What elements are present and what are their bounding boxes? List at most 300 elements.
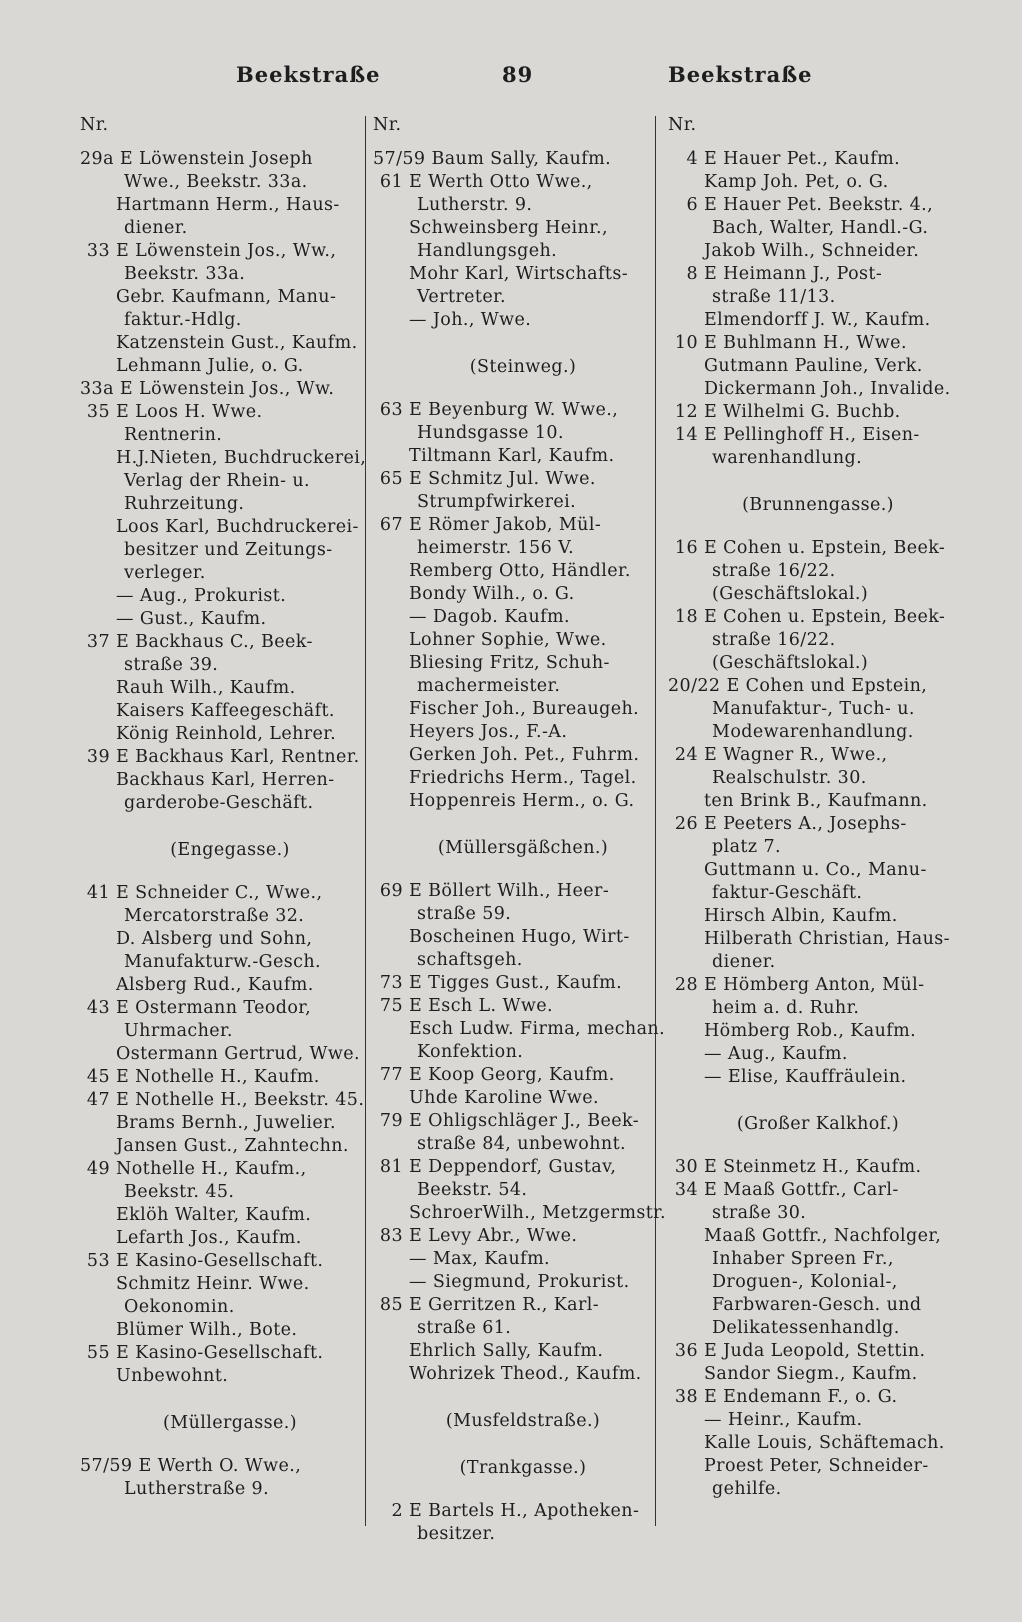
entry-text: straße 59. xyxy=(417,904,512,924)
house-entry xyxy=(80,1455,380,1478)
entry-text: — Elise, Kauffräulein. xyxy=(704,1067,907,1087)
resident-entry xyxy=(373,1202,673,1225)
resident-entry xyxy=(80,516,380,539)
house-entry xyxy=(668,974,968,997)
entry-text: E Ohligschläger J., Beek- xyxy=(409,1111,640,1131)
resident-entry xyxy=(80,1273,380,1296)
entry-continuation xyxy=(373,1523,673,1546)
house-number: 33a xyxy=(80,379,114,399)
house-entry xyxy=(80,401,380,424)
street-section-heading: (Großer Kalkhof.) xyxy=(736,1114,900,1134)
entry-continuation xyxy=(373,286,673,309)
resident-entry xyxy=(373,217,673,240)
house-entry xyxy=(373,1110,673,1133)
house-entry xyxy=(668,537,968,560)
house-entry xyxy=(373,468,673,491)
resident-entry xyxy=(373,652,673,675)
entry-text: Boscheinen Hugo, Wirt- xyxy=(409,927,630,947)
entry-text: Esch Ludw. Firma, mechan. xyxy=(409,1019,666,1039)
entry-text: Delikatessenhandlg. xyxy=(712,1318,900,1338)
entry-text: E Römer Jakob, Mül- xyxy=(409,515,602,535)
resident-entry xyxy=(80,585,380,608)
entry-text: Modewarenhandlung. xyxy=(712,722,914,742)
house-entry xyxy=(373,880,673,903)
entry-text: straße 16/22. xyxy=(712,561,836,581)
entry-text: besitzer. xyxy=(417,1524,496,1544)
house-number: 69 xyxy=(379,881,403,901)
entry-text: E Hauer Pet., Kaufm. xyxy=(704,149,901,169)
resident-entry xyxy=(80,332,380,355)
entry-text: E Cohen u. Epstein, Beek- xyxy=(704,538,946,558)
entry-text: E Esch L. Wwe. xyxy=(409,996,553,1016)
resident-entry xyxy=(668,1432,968,1455)
column-header-nr: Nr. xyxy=(668,115,697,135)
entry-continuation xyxy=(80,171,380,194)
house-number: 12 xyxy=(674,402,698,422)
entry-continuation xyxy=(668,836,968,859)
entry-text: Fischer Joh., Bureaugeh. xyxy=(409,699,640,719)
entry-text: Proest Peter, Schneider- xyxy=(704,1456,929,1476)
column-3 xyxy=(668,114,968,1501)
house-entry xyxy=(668,401,968,424)
entry-continuation xyxy=(373,537,673,560)
entry-text: Mercatorstraße 32. xyxy=(124,906,305,926)
house-number: 75 xyxy=(379,996,403,1016)
house-entry xyxy=(668,744,968,767)
entry-continuation xyxy=(668,560,968,583)
entry-text: E Beyenburg W. Wwe., xyxy=(409,400,619,420)
entry-continuation xyxy=(80,1296,380,1319)
house-entry xyxy=(80,631,380,654)
entry-text: E Nothelle H., Kaufm. xyxy=(116,1067,320,1087)
entry-text: Sandor Siegm., Kaufm. xyxy=(704,1364,918,1384)
resident-entry xyxy=(373,926,673,949)
entry-text: Uhrmacher. xyxy=(124,1021,233,1041)
entry-text: — Aug., Prokurist. xyxy=(116,586,287,606)
house-number: 24 xyxy=(674,745,698,765)
entry-continuation xyxy=(373,1317,673,1340)
entry-text: — Aug., Kaufm. xyxy=(704,1044,848,1064)
house-entry xyxy=(668,1156,968,1179)
entry-text: E Kasino-Gesellschaft. xyxy=(116,1343,324,1363)
running-head-left: Beekstraße xyxy=(236,62,381,87)
entry-text: E Schmitz Jul. Wwe. xyxy=(409,469,596,489)
entry-text: — Dagob. Kaufm. xyxy=(409,607,571,627)
entry-text: — Heinr., Kaufm. xyxy=(704,1410,863,1430)
entry-text: E Levy Abr., Wwe. xyxy=(409,1226,578,1246)
resident-entry xyxy=(668,1066,968,1089)
house-entry xyxy=(373,148,673,171)
entry-continuation xyxy=(668,721,968,744)
entry-text: faktur.-Hdlg. xyxy=(124,310,242,330)
entry-text: Mohr Karl, Wirtschafts- xyxy=(409,264,629,284)
house-number: 29a xyxy=(80,149,114,169)
house-number: 81 xyxy=(379,1157,403,1177)
entry-text: Lehmann Julie, o. G. xyxy=(116,356,304,376)
entry-text: straße 30. xyxy=(712,1203,807,1223)
house-entry xyxy=(80,1066,380,1089)
entry-continuation xyxy=(80,424,380,447)
entry-text: E Cohen und Epstein, xyxy=(726,676,928,696)
entry-continuation xyxy=(373,1133,673,1156)
house-entry xyxy=(373,514,673,537)
entry-text: Kamp Joh. Pet, o. G. xyxy=(704,172,889,192)
entry-text: E Juda Leopold, Stettin. xyxy=(704,1341,926,1361)
entry-text: Droguen-, Kolonial-, xyxy=(712,1272,898,1292)
entry-text: E Wilhelmi G. Buchb. xyxy=(704,402,901,422)
house-number: 37 xyxy=(86,632,110,652)
entry-text: D. Alsberg und Sohn, xyxy=(116,929,313,949)
house-entry xyxy=(80,746,380,769)
house-number: 4 xyxy=(686,149,698,169)
resident-entry xyxy=(668,1225,968,1248)
entry-text: Lohner Sophie, Wwe. xyxy=(409,630,607,650)
column-2 xyxy=(373,114,673,1546)
street-section-heading: (Steinweg.) xyxy=(469,357,577,377)
entry-continuation xyxy=(668,997,968,1020)
street-section-heading: (Musfeldstraße.) xyxy=(445,1411,601,1431)
entry-text: Oekonomin. xyxy=(124,1297,235,1317)
house-number: 34 xyxy=(674,1180,698,1200)
street-section-heading: (Trankgasse.) xyxy=(459,1458,587,1478)
entry-text: Manufakturw.-Gesch. xyxy=(124,952,322,972)
house-entry xyxy=(373,1156,673,1179)
resident-entry xyxy=(373,263,673,286)
resident-entry xyxy=(80,677,380,700)
entry-text: (Geschäftslokal.) xyxy=(712,584,869,604)
house-number: 85 xyxy=(379,1295,403,1315)
entry-continuation xyxy=(668,447,968,470)
house-entry xyxy=(373,171,673,194)
house-entry xyxy=(373,972,673,995)
entry-text: E Endemann F., o. G. xyxy=(704,1387,898,1407)
entry-text: Loos Karl, Buchdruckerei- xyxy=(116,517,359,537)
resident-entry xyxy=(668,240,968,263)
resident-entry xyxy=(668,928,968,951)
resident-entry xyxy=(373,790,673,813)
entry-text: diener. xyxy=(124,218,188,238)
house-entry xyxy=(80,1250,380,1273)
resident-entry xyxy=(373,560,673,583)
house-entry xyxy=(373,1225,673,1248)
house-entry xyxy=(668,263,968,286)
entry-continuation xyxy=(373,949,673,972)
resident-entry xyxy=(80,928,380,951)
entry-text: Lutherstraße 9. xyxy=(124,1479,270,1499)
resident-entry xyxy=(80,974,380,997)
resident-entry xyxy=(373,1018,673,1041)
entry-continuation xyxy=(373,491,673,514)
resident-entry xyxy=(80,1365,380,1388)
resident-entry xyxy=(668,355,968,378)
entry-text: E Ostermann Teodor, xyxy=(116,998,312,1018)
house-number: 55 xyxy=(86,1343,110,1363)
entry-text: — Joh., Wwe. xyxy=(409,310,532,330)
entry-text: diener. xyxy=(712,952,776,972)
house-number: 67 xyxy=(379,515,403,535)
entry-text: E Hauer Pet. Beekstr. 4., xyxy=(704,195,934,215)
resident-entry xyxy=(80,1112,380,1135)
entry-text: Guttmann u. Co., Manu- xyxy=(704,860,927,880)
house-entry xyxy=(80,240,380,263)
entry-continuation xyxy=(373,1041,673,1064)
resident-entry xyxy=(373,1248,673,1271)
entry-text: Dickermann Joh., Invalide. xyxy=(704,379,951,399)
resident-entry xyxy=(373,1363,673,1386)
entry-text: Wwe., Beekstr. 33a. xyxy=(124,172,308,192)
house-number: 35 xyxy=(86,402,110,422)
entry-text: Maaß Gottfr., Nachfolger, xyxy=(704,1226,942,1246)
entry-continuation xyxy=(80,654,380,677)
house-number: 30 xyxy=(674,1157,698,1177)
entry-text: Blümer Wilh., Bote. xyxy=(116,1320,298,1340)
entry-text: Backhaus Karl, Herren- xyxy=(116,770,335,790)
house-entry xyxy=(80,882,380,905)
entry-text: Handlungsgeh. xyxy=(417,241,558,261)
house-entry xyxy=(373,399,673,422)
entry-text: (Geschäftslokal.) xyxy=(712,653,869,673)
entry-text: Hömberg Rob., Kaufm. xyxy=(704,1021,917,1041)
entry-text: Brams Bernh., Juwelier. xyxy=(116,1113,336,1133)
resident-entry xyxy=(373,606,673,629)
house-number: 20/22 xyxy=(668,676,721,696)
house-number: 6 xyxy=(686,195,698,215)
entry-text: Beekstr. 54. xyxy=(417,1180,528,1200)
resident-entry xyxy=(668,1363,968,1386)
entry-text: Hundsgasse 10. xyxy=(417,423,564,443)
entry-text: schaftsgeh. xyxy=(417,950,523,970)
house-entry xyxy=(668,606,968,629)
entry-text: Bach, Walter, Handl.-G. xyxy=(712,218,929,238)
entry-text: straße 84, unbewohnt. xyxy=(417,1134,626,1154)
page-number: 89 xyxy=(502,62,534,87)
entry-text: Baum Sally, Kaufm. xyxy=(431,149,612,169)
house-number: 43 xyxy=(86,998,110,1018)
entry-text: Realschulstr. 30. xyxy=(712,768,867,788)
column-1 xyxy=(80,114,380,1501)
entry-text: Ehrlich Sally, Kaufm. xyxy=(409,1341,604,1361)
house-number: 49 xyxy=(86,1159,110,1179)
resident-entry xyxy=(80,286,380,309)
street-section-heading: (Brunnengasse.) xyxy=(742,495,894,515)
house-number: 73 xyxy=(379,973,403,993)
house-number: 57/59 xyxy=(80,1456,133,1476)
house-entry xyxy=(80,997,380,1020)
entry-text: E Wagner R., Wwe., xyxy=(704,745,888,765)
resident-entry xyxy=(80,1319,380,1342)
house-number: 61 xyxy=(379,172,403,192)
entry-text: SchroerWilh., Metzgermstr. xyxy=(409,1203,666,1223)
entry-continuation xyxy=(668,767,968,790)
entry-text: Schweinsberg Heinr., xyxy=(409,218,608,238)
entry-text: E Werth O. Wwe., xyxy=(138,1456,302,1476)
house-entry xyxy=(668,194,968,217)
entry-continuation xyxy=(373,240,673,263)
entry-text: faktur-Geschäft. xyxy=(712,883,863,903)
entry-text: Verlag der Rhein- u. xyxy=(124,471,311,491)
entry-text: H.J.Nieten, Buchdruckerei, xyxy=(116,448,367,468)
entry-continuation xyxy=(668,951,968,974)
house-number: 79 xyxy=(379,1111,403,1131)
entry-text: Wohrizek Theod., Kaufm. xyxy=(409,1364,642,1384)
house-number: 38 xyxy=(674,1387,698,1407)
column-header-nr: Nr. xyxy=(80,115,109,135)
entry-text: machermeister. xyxy=(417,676,561,696)
entry-text: straße 11/13. xyxy=(712,287,836,307)
entry-text: Ruhrzeitung. xyxy=(124,494,245,514)
entry-continuation xyxy=(80,792,380,815)
entry-text: Vertreter. xyxy=(417,287,506,307)
resident-entry xyxy=(373,767,673,790)
entry-continuation xyxy=(80,1181,380,1204)
entry-text: E Nothelle H., Beekstr. 45. xyxy=(116,1090,365,1110)
house-entry xyxy=(668,1340,968,1363)
entry-text: straße 16/22. xyxy=(712,630,836,650)
entry-text: verleger. xyxy=(124,563,206,583)
entry-text: E Schneider C., Wwe., xyxy=(116,883,323,903)
entry-text: E Buhlmann H., Wwe. xyxy=(704,333,907,353)
resident-entry xyxy=(80,1043,380,1066)
entry-text: Gerken Joh. Pet., Fuhrm. xyxy=(409,745,640,765)
resident-entry xyxy=(80,700,380,723)
entry-text: Lutherstr. 9. xyxy=(417,195,533,215)
entry-text: E Pellinghoff H., Eisen- xyxy=(704,425,920,445)
house-number: 77 xyxy=(379,1065,403,1085)
entry-text: Friedrichs Herm., Tagel. xyxy=(409,768,637,788)
entry-continuation xyxy=(668,1478,968,1501)
entry-text: E Loos H. Wwe. xyxy=(116,402,263,422)
resident-entry xyxy=(668,171,968,194)
house-number: 14 xyxy=(674,425,698,445)
entry-continuation xyxy=(668,1271,968,1294)
house-entry xyxy=(668,332,968,355)
house-number: 36 xyxy=(674,1341,698,1361)
entry-continuation xyxy=(80,951,380,974)
entry-text: E Löwenstein Jos., Ww. xyxy=(119,379,335,399)
resident-entry xyxy=(668,790,968,813)
house-number: 10 xyxy=(674,333,698,353)
entry-continuation xyxy=(80,263,380,286)
entry-text: E Löwenstein Jos., Ww., xyxy=(116,241,337,261)
resident-entry xyxy=(80,1227,380,1250)
resident-entry xyxy=(373,1087,673,1110)
entry-continuation xyxy=(80,562,380,585)
entry-continuation xyxy=(668,629,968,652)
resident-entry xyxy=(668,378,968,401)
entry-continuation xyxy=(668,583,968,606)
entry-text: E Kasino-Gesellschaft. xyxy=(116,1251,324,1271)
resident-entry xyxy=(373,583,673,606)
entry-continuation xyxy=(668,1317,968,1340)
entry-continuation xyxy=(80,493,380,516)
house-number: 45 xyxy=(86,1067,110,1087)
entry-text: — Gust., Kaufm. xyxy=(116,609,267,629)
house-number: 63 xyxy=(379,400,403,420)
entry-continuation xyxy=(373,675,673,698)
entry-continuation xyxy=(668,882,968,905)
resident-entry xyxy=(80,355,380,378)
house-number: 2 xyxy=(391,1501,403,1521)
house-entry xyxy=(373,1294,673,1317)
entry-text: E Bartels H., Apotheken- xyxy=(409,1501,640,1521)
resident-entry xyxy=(80,769,380,792)
entry-text: garderobe-Geschäft. xyxy=(124,793,314,813)
entry-text: straße 61. xyxy=(417,1318,512,1338)
entry-text: Kaisers Kaffeegeschäft. xyxy=(116,701,335,721)
house-entry xyxy=(668,148,968,171)
entry-text: E Böllert Wilh., Heer- xyxy=(409,881,610,901)
house-entry xyxy=(80,148,380,171)
resident-entry xyxy=(668,1455,968,1478)
resident-entry xyxy=(373,629,673,652)
entry-text: Hilberath Christian, Haus- xyxy=(704,929,951,949)
entry-continuation xyxy=(80,1478,380,1501)
entry-continuation xyxy=(373,422,673,445)
house-entry xyxy=(668,813,968,836)
entry-continuation xyxy=(373,1179,673,1202)
entry-text: Hartmann Herm., Haus- xyxy=(116,195,340,215)
entry-text: Konfektion. xyxy=(417,1042,524,1062)
entry-continuation xyxy=(80,309,380,332)
resident-entry xyxy=(668,905,968,928)
resident-entry xyxy=(373,744,673,767)
house-number: 8 xyxy=(686,264,698,284)
entry-continuation xyxy=(80,539,380,562)
resident-entry xyxy=(80,447,380,470)
entry-text: Hoppenreis Herm., o. G. xyxy=(409,791,635,811)
resident-entry xyxy=(80,608,380,631)
entry-continuation xyxy=(373,194,673,217)
entry-text: E Backhaus C., Beek- xyxy=(116,632,313,652)
house-number: 39 xyxy=(86,747,110,767)
resident-entry xyxy=(80,194,380,217)
house-number: 18 xyxy=(674,607,698,627)
house-number: 47 xyxy=(86,1090,110,1110)
house-entry xyxy=(80,378,380,401)
entry-continuation xyxy=(80,217,380,240)
running-head-right: Beekstraße xyxy=(668,62,813,87)
resident-entry xyxy=(80,723,380,746)
house-number: 65 xyxy=(379,469,403,489)
house-number: 57/59 xyxy=(373,149,426,169)
resident-entry xyxy=(373,1340,673,1363)
entry-text: Hirsch Albin, Kaufm. xyxy=(704,906,898,926)
entry-text: platz 7. xyxy=(712,837,781,857)
entry-text: Unbewohnt. xyxy=(116,1366,229,1386)
house-entry xyxy=(373,1064,673,1087)
entry-text: Rauh Wilh., Kaufm. xyxy=(116,678,296,698)
entry-text: Farbwaren-Gesch. und xyxy=(712,1295,922,1315)
entry-text: straße 39. xyxy=(124,655,219,675)
house-number: 83 xyxy=(379,1226,403,1246)
resident-entry xyxy=(373,1271,673,1294)
resident-entry xyxy=(373,698,673,721)
house-number: 41 xyxy=(86,883,110,903)
entry-text: Elmendorff J. W., Kaufm. xyxy=(704,310,931,330)
entry-text: Jansen Gust., Zahntechn. xyxy=(116,1136,349,1156)
entry-continuation xyxy=(668,286,968,309)
entry-continuation xyxy=(668,1202,968,1225)
entry-text: Remberg Otto, Händler. xyxy=(409,561,631,581)
resident-entry xyxy=(668,1043,968,1066)
entry-text: E Peeters A., Josephs- xyxy=(704,814,907,834)
entry-text: E Werth Otto Wwe., xyxy=(409,172,593,192)
entry-text: ten Brink B., Kaufmann. xyxy=(704,791,928,811)
house-entry xyxy=(668,675,968,698)
entry-text: Katzenstein Gust., Kaufm. xyxy=(116,333,358,353)
entry-text: Nothelle H., Kaufm., xyxy=(116,1159,307,1179)
entry-text: Gebr. Kaufmann, Manu- xyxy=(116,287,337,307)
